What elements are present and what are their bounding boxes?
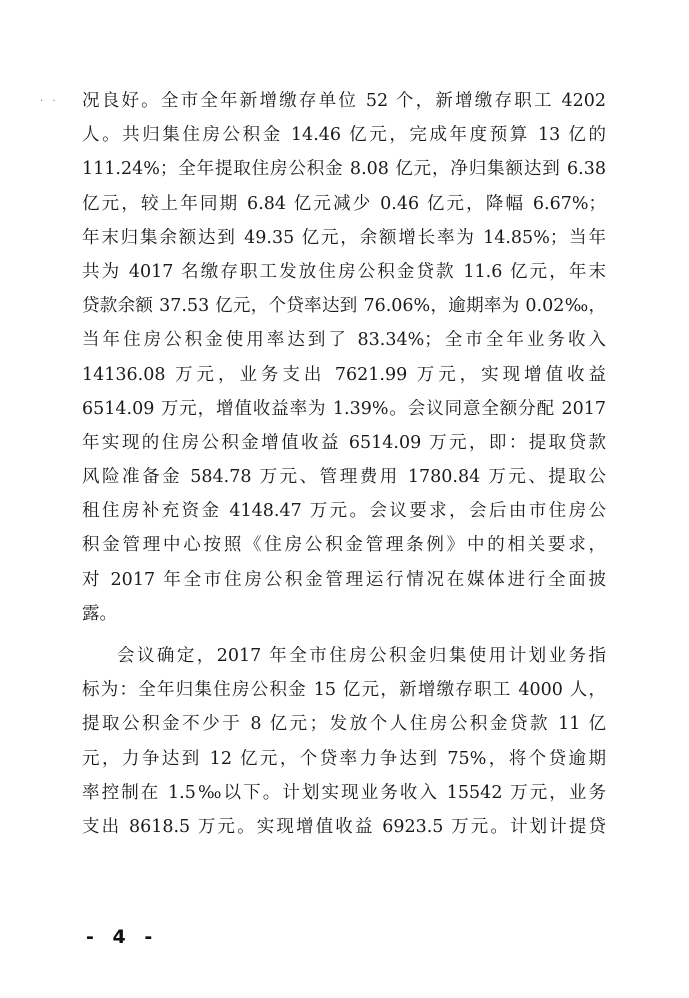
- text-line: 支出 8618.5 万元。实现增值收益 6923.5 万元。计划计提贷: [82, 816, 606, 837]
- page-number: - 4 -: [86, 926, 159, 948]
- text-line: 率控制在 1.5‰以下。计划实现业务收入 15542 万元，业务: [82, 782, 606, 803]
- text-line: 亿元，较上年同期 6.84 亿元减少 0.46 亿元，降幅 6.67%；: [82, 193, 606, 214]
- text-line: 露。: [82, 603, 117, 624]
- text-line: 会议确定，2017 年全市住房公积金归集使用计划业务指: [117, 646, 606, 666]
- text-line: 积金管理中心按照《住房公积金管理条例》中的相关要求，: [82, 535, 606, 556]
- document-body: [82, 84, 606, 844]
- text-line: 年实现的住房公积金增值收益 6514.09 万元，即：提取贷款: [82, 432, 606, 453]
- text-line: 年末归集余额达到 49.35 亿元，余额增长率为 14.85%；当年: [82, 227, 606, 248]
- text-line: 元，力争达到 12 亿元，个贷率力争达到 75%，将个贷逾期: [82, 748, 606, 769]
- text-line: 标为：全年归集住房公积金 15 亿元，新增缴存职工 4000 人，: [82, 680, 606, 701]
- text-line: 贷款余额 37.53 亿元，个贷率达到 76.06%，逾期率为 0.02‰，: [82, 296, 606, 317]
- text-line: 风险准备金 584.78 万元、管理费用 1780.84 万元、提取公: [82, 467, 606, 488]
- text-line: 共为 4017 名缴存职工发放住房公积金贷款 11.6 亿元，年末: [82, 261, 606, 282]
- paragraph: [82, 84, 606, 631]
- scan-specks: · ·: [40, 96, 59, 107]
- text-line: 14136.08 万元，业务支出 7621.99 万元，实现增值收益: [82, 364, 606, 385]
- text-line: 111.24%；全年提取住房公积金 8.08 亿元，净归集额达到 6.38: [82, 159, 606, 180]
- text-line: 况良好。全市全年新增缴存单位 52 个，新增缴存职工 4202: [82, 91, 606, 111]
- text-line: 6514.09 万元，增值收益率为 1.39%。会议同意全额分配 2017: [82, 398, 606, 419]
- text-line: 提取公积金不少于 8 亿元；发放个人住房公积金贷款 11 亿: [82, 714, 606, 735]
- text-line: 对 2017 年全市住房公积金管理运行情况在媒体进行全面披: [82, 569, 606, 590]
- text-line: 人。共归集住房公积金 14.46 亿元，完成年度预算 13 亿的: [82, 125, 606, 146]
- text-line: 租住房补充资金 4148.47 万元。会议要求，会后由市住房公: [82, 501, 606, 522]
- text-line: 当年住房公积金使用率达到了 83.34%；全市全年业务收入: [82, 330, 606, 351]
- paragraph-gap: [82, 631, 606, 639]
- paragraph: [82, 639, 606, 844]
